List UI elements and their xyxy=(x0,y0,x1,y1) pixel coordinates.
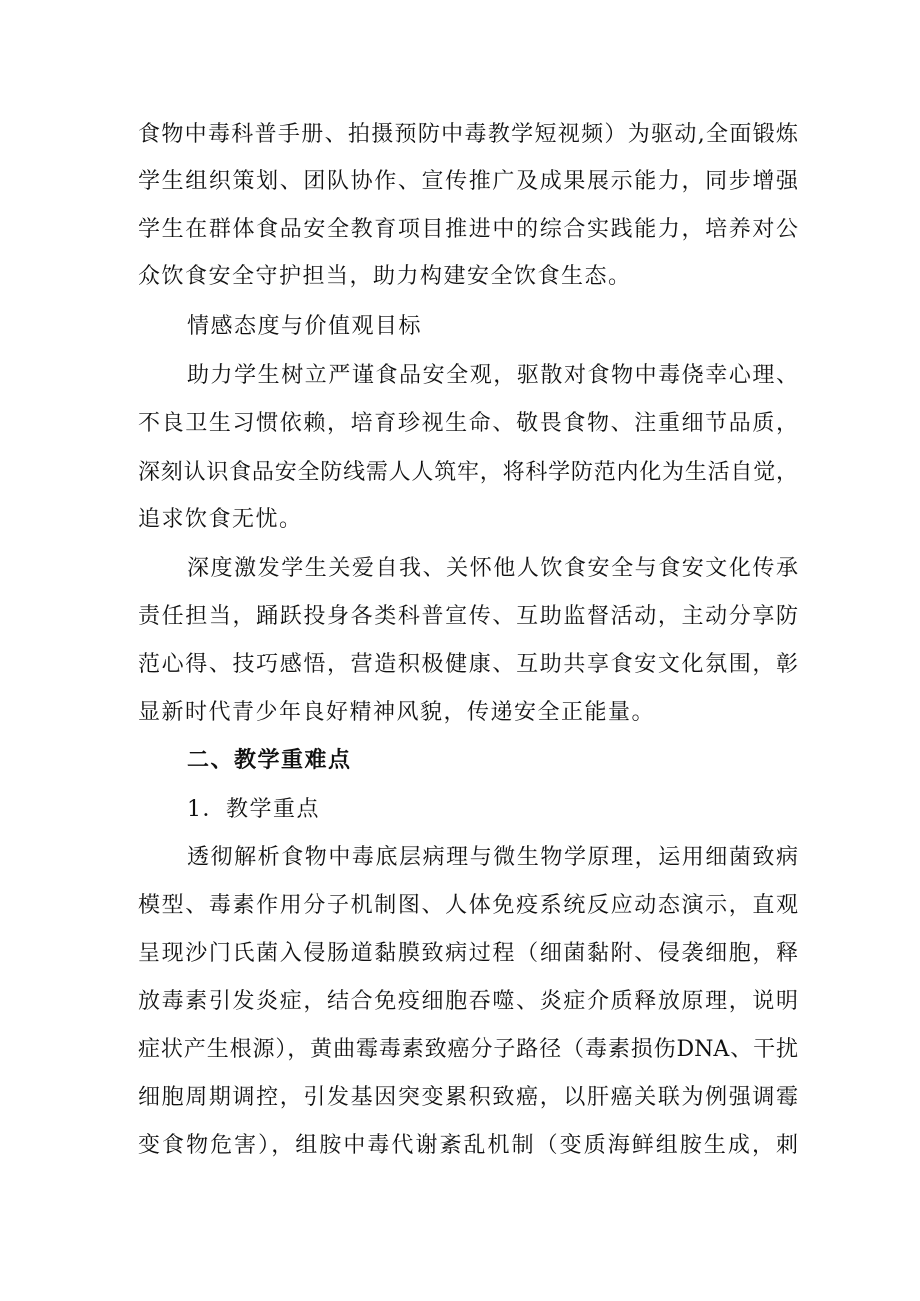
paragraph-line: 助力学生树立严谨食品安全观，驱散对食物中毒侥幸心理、 xyxy=(187,363,798,388)
paragraph-line: 细胞周期调控，引发基因突变累积致癌，以肝癌关联为例强调霉 xyxy=(138,1085,798,1110)
paragraph-line: 透彻解析食物中毒底层病理与微生物学原理，运用细菌致病 xyxy=(187,845,798,870)
paragraph-line: 不良卫生习惯依赖，培育珍视生命、敬畏食物、注重细节品质， xyxy=(138,411,798,436)
section-subheading: 情感态度与价值观目标 xyxy=(187,314,423,339)
paragraph-line: 责任担当，踊跃投身各类科普宣传、互助监督活动，主动分享防 xyxy=(138,604,798,629)
paragraph-line: 学生组织策划、团队协作、宣传推广及成果展示能力，同步增强 xyxy=(138,169,798,194)
paragraph-line: 放毒素引发炎症，结合免疫细胞吞噬、炎症介质释放原理，说明 xyxy=(138,989,798,1014)
paragraph-line: 追求饮食无忧。 xyxy=(138,507,303,532)
paragraph-line: 呈现沙门氏菌入侵肠道黏膜致病过程（细菌黏附、侵袭细胞，释 xyxy=(138,941,798,966)
paragraph-line: 范心得、技巧感悟，营造积极健康、互助共享食安文化氛围，彰 xyxy=(138,652,798,677)
subsection-heading: 1．教学重点 xyxy=(187,797,320,822)
paragraph-line: 深刻认识食品安全防线需人人筑牢，将科学防范内化为生活自觉， xyxy=(138,460,798,485)
paragraph-line: 显新时代青少年良好精神风貌，传递安全正能量。 xyxy=(138,700,656,725)
paragraph-line: 症状产生根源），黄曲霉毒素致癌分子路径（毒素损伤DNA、干扰 xyxy=(138,1037,798,1062)
section-heading: 二、教学重难点 xyxy=(187,748,352,773)
paragraph-line: 变食物危害），组胺中毒代谢紊乱机制（变质海鲜组胺生成，刺 xyxy=(138,1133,798,1158)
paragraph-line: 众饮食安全守护担当，助力构建安全饮食生态。 xyxy=(138,264,632,289)
paragraph-line: 深度激发学生关爱自我、关怀他人饮食安全与食安文化传承 xyxy=(187,556,798,581)
paragraph-line: 模型、毒素作用分子机制图、人体免疫系统反应动态演示，直观 xyxy=(138,893,798,918)
paragraph-line: 食物中毒科普手册、拍摄预防中毒教学短视频）为驱动,全面锻炼 xyxy=(138,122,798,147)
paragraph-line: 学生在群体食品安全教育项目推进中的综合实践能力，培养对公 xyxy=(138,217,798,242)
